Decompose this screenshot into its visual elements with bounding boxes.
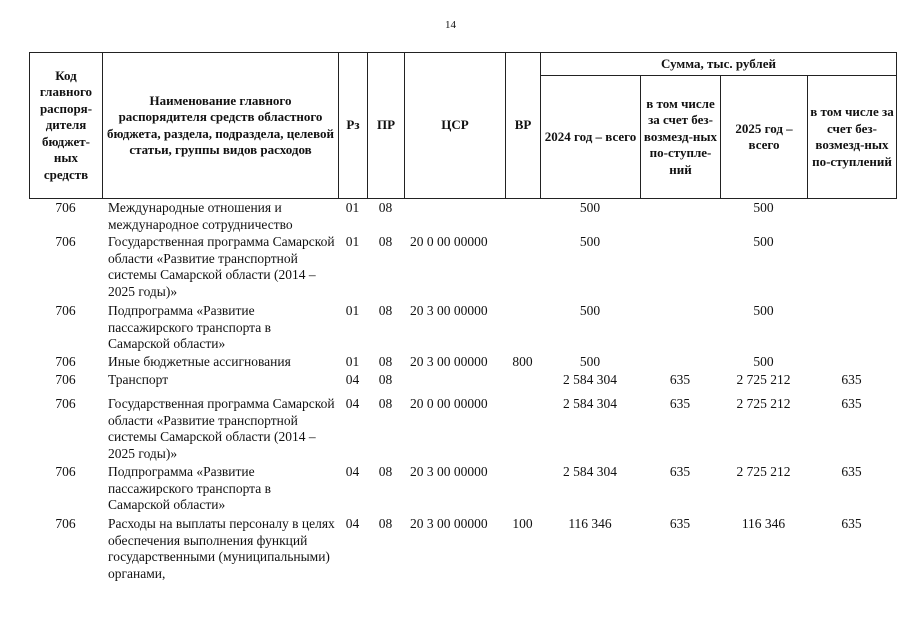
cell-code: 706 — [55, 303, 76, 318]
cell-s2024: 500 — [579, 200, 601, 215]
cell-pr: 08 — [378, 396, 393, 411]
table-row — [29, 354, 896, 371]
table-header — [29, 52, 897, 199]
cell-csr: 20 0 00 00000 — [410, 396, 488, 411]
cell-f2025 — [807, 234, 896, 300]
cell-rz: 01 — [345, 354, 360, 369]
cell-rz: 01 — [345, 303, 360, 318]
cell-f2025 — [807, 303, 896, 353]
header-2025-free: в том числе за счет без-возмезд-ных по-ступлений — [808, 76, 897, 199]
cell-s2024: 116 346 — [568, 516, 612, 531]
cell-s2024: 500 — [579, 354, 601, 369]
cell-s2025: 2 725 212 — [736, 372, 791, 387]
table-row — [29, 516, 896, 582]
cell-vr: 100 — [512, 516, 533, 531]
cell-csr: 20 3 00 00000 — [410, 354, 488, 369]
cell-rz: 04 — [345, 396, 360, 411]
cell-pr: 08 — [378, 200, 393, 215]
table-row — [29, 372, 896, 389]
cell-name: Иные бюджетные ассигнования — [108, 354, 291, 369]
cell-pr: 08 — [378, 303, 393, 318]
cell-name: Государственная программа Самарской области «Развитие транспортной системы Самарской области (2014 – 2025 годы)» — [108, 234, 335, 299]
cell-code: 706 — [55, 372, 76, 387]
cell-s2024: 2 584 304 — [563, 464, 617, 479]
cell-s2025: 2 725 212 — [736, 396, 791, 411]
table-row — [29, 234, 896, 300]
cell-pr: 08 — [378, 464, 393, 479]
cell-vr — [505, 464, 540, 514]
table-row — [29, 464, 896, 514]
cell-csr: 20 3 00 00000 — [410, 516, 488, 531]
cell-f2024 — [640, 200, 720, 233]
cell-name: Подпрограмма «Развитие пассажирского транспорта в Самарской области» — [108, 303, 271, 351]
cell-name: Государственная программа Самарской области «Развитие транспортной системы Самарской области (2014 – 2025 годы)» — [108, 396, 335, 461]
cell-name: Международные отношения и международное сотрудничество — [108, 200, 293, 232]
header-2025-total: 2025 год – всего — [721, 76, 808, 199]
cell-s2025: 500 — [753, 303, 774, 318]
cell-csr: 20 3 00 00000 — [410, 303, 488, 318]
cell-pr: 08 — [378, 516, 393, 531]
cell-csr: 20 3 00 00000 — [410, 464, 488, 479]
header-sum: Сумма, тыс. рублей — [541, 53, 897, 76]
cell-code: 706 — [55, 234, 76, 249]
cell-s2024: 500 — [579, 303, 601, 318]
header-2024-free: в том числе за счет без-возмезд-ных по-ступле-ний — [641, 76, 721, 199]
cell-f2024 — [640, 303, 720, 353]
cell-name: Подпрограмма «Развитие пассажирского транспорта в Самарской области» — [108, 464, 271, 512]
cell-vr: 800 — [512, 354, 533, 369]
cell-f2025: 635 — [841, 464, 862, 479]
cell-f2024 — [640, 234, 720, 300]
cell-f2024: 635 — [669, 464, 691, 479]
cell-csr — [404, 200, 505, 233]
cell-f2024: 635 — [669, 516, 691, 531]
cell-rz: 01 — [345, 200, 360, 215]
cell-s2024: 500 — [579, 234, 601, 249]
cell-f2025 — [807, 200, 896, 233]
cell-rz: 04 — [345, 372, 360, 387]
cell-vr — [505, 234, 540, 300]
cell-s2025: 500 — [753, 234, 774, 249]
cell-rz: 01 — [345, 234, 360, 249]
cell-f2024: 635 — [669, 396, 691, 411]
cell-f2025 — [807, 354, 896, 371]
header-2024-total: 2024 год – всего — [541, 76, 641, 199]
header-rz: Рз — [339, 53, 368, 199]
header-code: Код главного распоря-дителя бюджет-ных средств — [30, 53, 103, 199]
cell-f2025: 635 — [841, 396, 862, 411]
cell-s2024: 2 584 304 — [563, 396, 617, 411]
cell-pr: 08 — [378, 234, 393, 249]
cell-vr — [505, 396, 540, 462]
cell-csr — [404, 372, 505, 389]
cell-code: 706 — [55, 200, 76, 215]
table-row — [29, 396, 896, 462]
cell-code: 706 — [55, 516, 76, 531]
table-row — [29, 303, 896, 353]
cell-rz: 04 — [345, 516, 360, 531]
cell-vr — [505, 200, 540, 233]
header-csr: ЦСР — [405, 53, 506, 199]
cell-code: 706 — [55, 464, 76, 479]
cell-f2024 — [640, 354, 720, 371]
cell-vr — [505, 372, 540, 389]
cell-s2025: 500 — [753, 354, 774, 369]
cell-rz: 04 — [345, 464, 360, 479]
cell-vr — [505, 303, 540, 353]
header-vr: ВР — [506, 53, 541, 199]
cell-csr: 20 0 00 00000 — [410, 234, 488, 249]
table-row — [29, 200, 896, 233]
cell-pr: 08 — [378, 372, 393, 387]
cell-s2025: 116 346 — [741, 516, 786, 531]
cell-s2024: 2 584 304 — [563, 372, 617, 387]
header-pr: ПР — [368, 53, 405, 199]
cell-name: Расходы на выплаты персоналу в целях обеспечения выполнения функций государственными (муниципальными) органами, — [108, 516, 335, 581]
page-number: 14 — [445, 19, 456, 31]
cell-name: Транспорт — [108, 372, 169, 387]
cell-pr: 08 — [378, 354, 393, 369]
cell-s2025: 500 — [753, 200, 774, 215]
cell-s2025: 2 725 212 — [736, 464, 791, 479]
cell-code: 706 — [55, 396, 76, 411]
cell-f2025: 635 — [841, 516, 862, 531]
cell-code: 706 — [55, 354, 76, 369]
header-name: Наименование главного распорядителя средств областного бюджета, раздела, подраздела, целевой статьи, группы видов расходов — [103, 53, 339, 199]
cell-f2024: 635 — [669, 372, 691, 387]
cell-f2025: 635 — [841, 372, 862, 387]
